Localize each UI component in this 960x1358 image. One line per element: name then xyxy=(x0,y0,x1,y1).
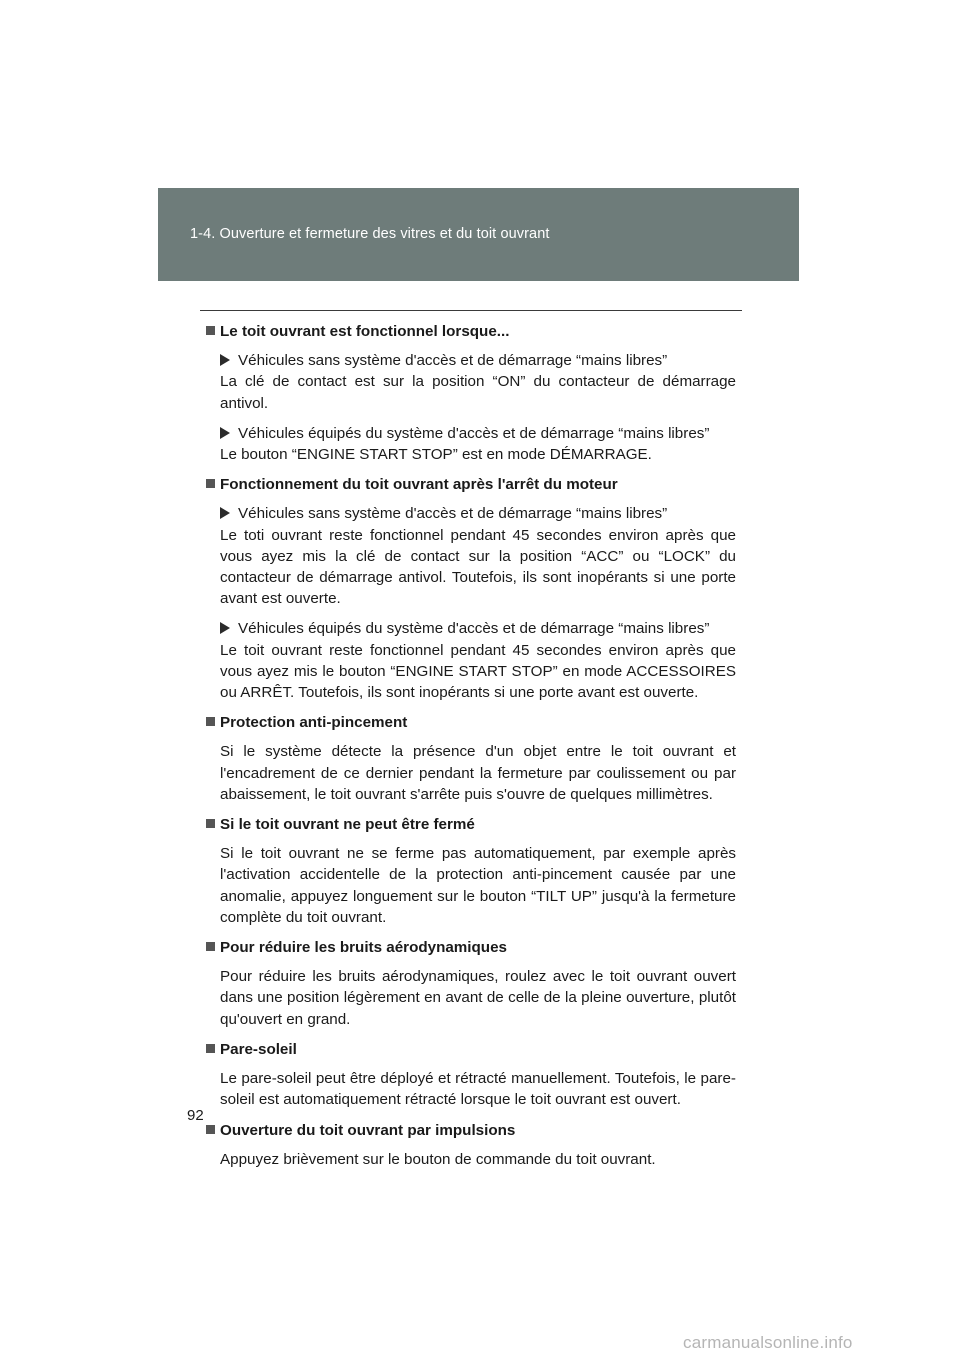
vehicle-condition: Véhicules sans système d'accès et de démarrage “mains libres” xyxy=(238,505,668,523)
paragraph: Le toti ouvrant reste fonctionnel pendant 45 secondes environ après que vous ayez mis la clé de contact sur la position “ACC” ou “LOCK” du contacteur de démarrage antivol. Toutefois, ils sont inopérants si une porte avant est ouverte. xyxy=(220,526,736,608)
paragraph: Si le système détecte la présence d'un objet entre le toit ouvrant et l'encadrement de ce dernier pendant la fermeture par coulissement ou par abaissement, le toit ouvrant s'arrête puis s'ouvre de quelques millimètres. xyxy=(220,743,736,803)
paragraph: Si le toit ouvrant ne se ferme pas automatiquement, par exemple après l'activation accidentelle de la protection anti-pincement causée par une anomalie, appuyez longuement sur le bouton “TILT UP” jusqu'à la fermeture complète du toit ouvrant. xyxy=(220,845,736,926)
section-title: Protection anti-pincement xyxy=(220,714,408,732)
section-title: Le toit ouvrant est fonctionnel lorsque... xyxy=(220,323,510,340)
vehicle-condition: Véhicules équipés du système d'accès et de démarrage “mains libres” xyxy=(238,620,710,638)
square-bullet-icon xyxy=(206,1125,215,1134)
arrow-right-icon xyxy=(220,354,230,366)
section-ne-peut-etre-ferme xyxy=(206,814,736,928)
page-number: 92 xyxy=(187,1107,204,1124)
square-bullet-icon xyxy=(206,1044,215,1053)
section-title: Ouverture du toit ouvrant par impulsions xyxy=(220,1121,516,1139)
arrow-right-icon xyxy=(220,427,230,439)
chapter-title: 1-4. Ouverture et fermeture des vitres et du toit ouvrant xyxy=(190,226,550,242)
section-toit-fonctionnel xyxy=(206,321,736,465)
header-divider xyxy=(200,310,742,311)
section-title: Fonctionnement du toit ouvrant après l'arrêt du moteur xyxy=(220,476,618,494)
square-bullet-icon xyxy=(206,819,215,828)
arrow-right-icon xyxy=(220,507,230,519)
section-title: Pare-soleil xyxy=(220,1040,297,1058)
paragraph: Le pare-soleil peut être déployé et rétracté manuellement. Toutefois, le pare-soleil est automatiquement rétracté lorsque le toit ouvrant est ouvert. xyxy=(220,1070,736,1109)
square-bullet-icon xyxy=(206,326,215,335)
section-title: Pour réduire les bruits aérodynamiques xyxy=(220,939,507,957)
section-apres-arret-moteur xyxy=(206,474,736,703)
page-content xyxy=(206,321,736,1179)
vehicle-condition: Véhicules sans système d'accès et de démarrage “mains libres” xyxy=(238,352,668,370)
paragraph: Le toit ouvrant reste fonctionnel pendant 45 secondes environ après que vous ayez mis le bouton “ENGINE START STOP” en mode ACCESSOIRES ou ARRÊT. Toutefois, ils sont inopérants si une porte avant est ouverte. xyxy=(220,641,736,702)
paragraph: La clé de contact est sur la position “ON” du contacteur de démarrage antivol. xyxy=(220,373,736,412)
section-pare-soleil xyxy=(206,1039,736,1111)
paragraph: Le bouton “ENGINE START STOP” est en mode DÉMARRAGE. xyxy=(220,446,652,464)
arrow-right-icon xyxy=(220,622,230,634)
section-ouverture-impulsions xyxy=(206,1120,736,1170)
square-bullet-icon xyxy=(206,479,215,488)
section-title: Si le toit ouvrant ne peut être fermé xyxy=(220,816,475,834)
paragraph: Pour réduire les bruits aérodynamiques, roulez avec le toit ouvrant ouvert dans une position légèrement en avant de celle de la pleine ouverture, plutôt qu'ouvert en grand. xyxy=(220,968,736,1028)
square-bullet-icon xyxy=(206,717,215,726)
square-bullet-icon xyxy=(206,942,215,951)
vehicle-condition: Véhicules équipés du système d'accès et de démarrage “mains libres” xyxy=(238,424,710,442)
paragraph: Appuyez brièvement sur le bouton de commande du toit ouvrant. xyxy=(220,1150,656,1168)
watermark: carmanualsonline.info xyxy=(683,1333,853,1352)
chapter-header-band xyxy=(158,188,799,281)
section-bruits-aerodynamiques xyxy=(206,937,736,1030)
section-anti-pincement xyxy=(206,712,736,805)
